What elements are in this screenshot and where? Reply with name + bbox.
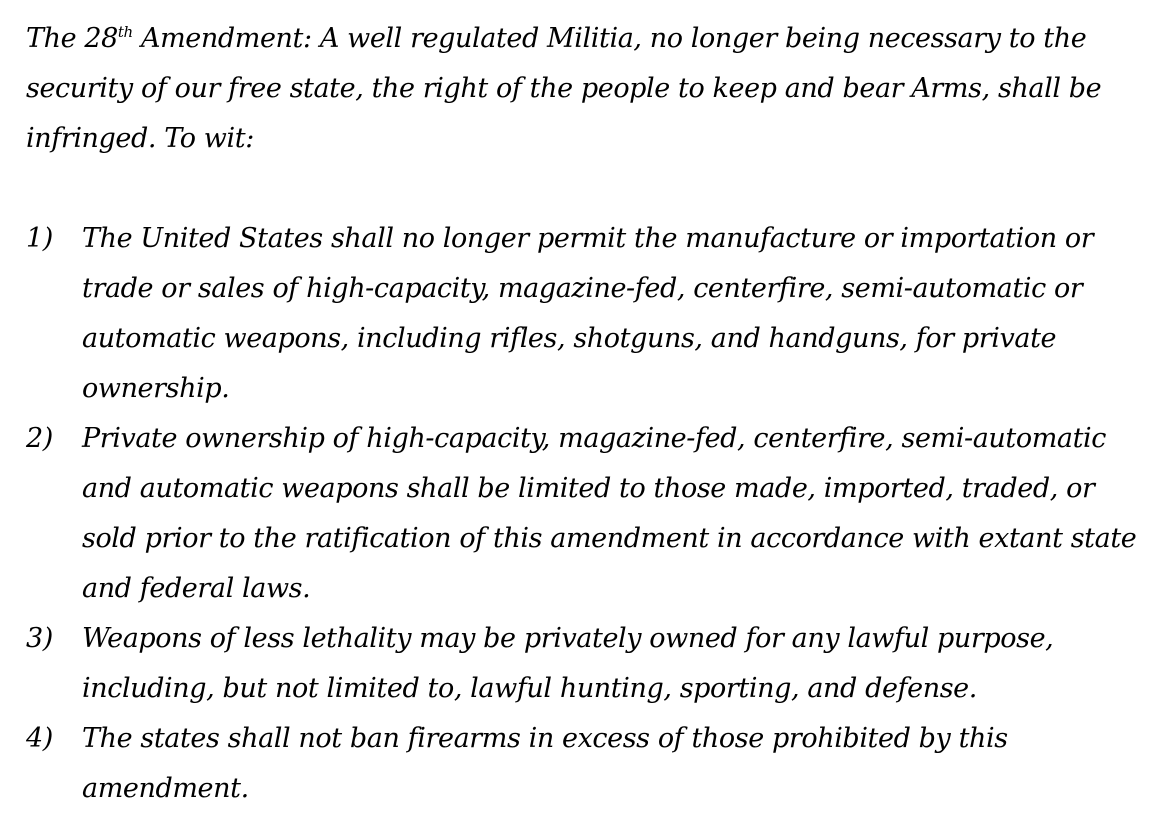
list-item	[26, 614, 1138, 714]
list-item	[26, 714, 1138, 814]
intro-text: Amendment: A well regulated Militia, no longer being necessary to the security of our free state, the right of the people to keep and bear Arms, shall be infringed. To wit:	[26, 23, 1102, 154]
list-item-number: 3)	[26, 623, 53, 654]
list-item	[26, 414, 1138, 614]
list-item	[26, 214, 1138, 414]
list-item-number: 4)	[26, 723, 53, 754]
list-item-text: The United States shall no longer permit the manufacture or importation or trade or sales of high-capacity, magazine-fed, centerfire, semi-automatic or automatic weapons, including rifles, shotguns, and handguns, for private ownership.	[82, 223, 1094, 404]
list-item-number: 1)	[26, 223, 53, 254]
list-item-text: Private ownership of high-capacity, magazine-fed, centerfire, semi-automatic and automatic weapons shall be limited to those made, imported, traded, or sold prior to the ratification of this amendment in accordance with extant state and federal laws.	[82, 423, 1137, 604]
list-item-text: Weapons of less lethality may be privately owned for any lawful purpose, including, but not limited to, lawful hunting, sporting, and defense.	[82, 623, 1054, 704]
intro-superscript: th	[117, 23, 133, 41]
amendment-list	[26, 214, 1138, 814]
list-item-text: The states shall not ban firearms in excess of those prohibited by this amendment.	[82, 723, 1008, 804]
intro-prefix: The 28	[26, 23, 118, 54]
list-item-number: 2)	[26, 423, 53, 454]
paragraph-spacer	[26, 164, 1138, 214]
document-page	[26, 14, 1138, 814]
intro-paragraph	[26, 14, 1138, 164]
